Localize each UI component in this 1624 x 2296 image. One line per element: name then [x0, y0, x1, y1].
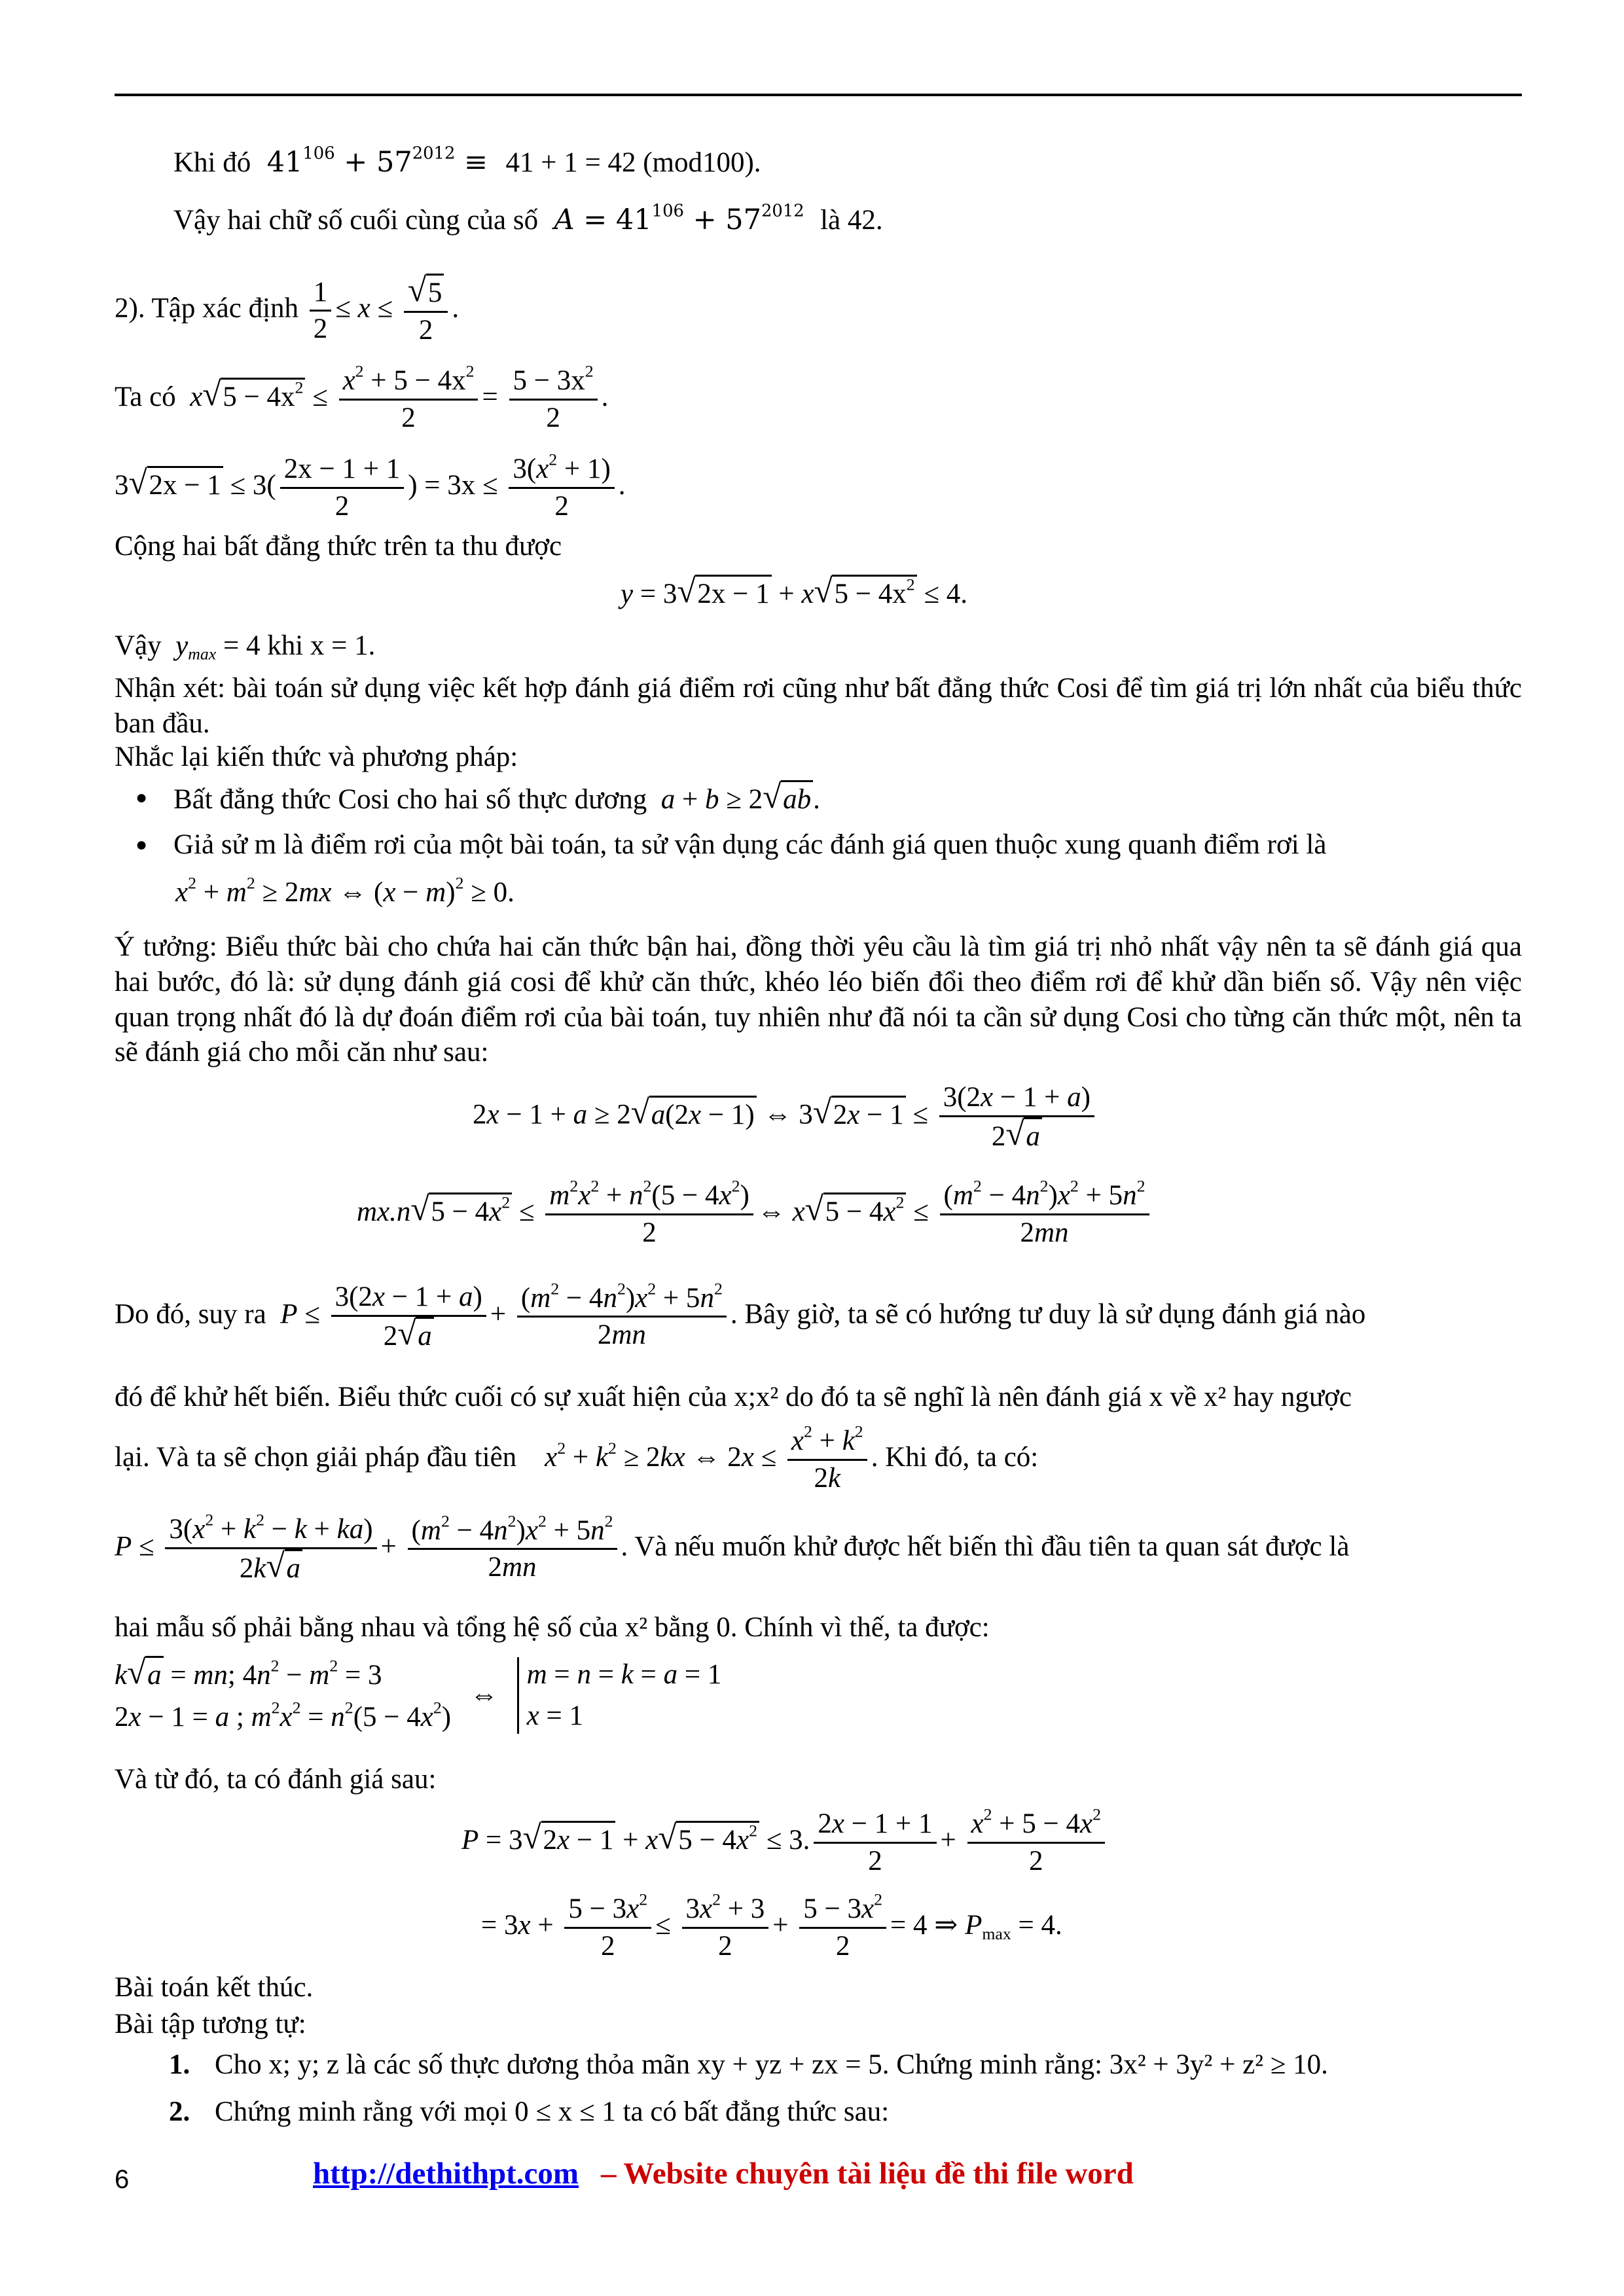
- line-lai: lại. Và ta sẽ chọn giải pháp đầu tiên $x^2 + k^2 \ge 2kx$ ⇔ 2x ≤ $\frac{x^2 + k^2}{2k}$ . Khi đó, ta có:: [115, 1422, 1039, 1494]
- text-de-khu: đó để khử hết biến. Biểu thức cuối có sự xuất hiện của x;x² do đó ta sẽ nghĩ là nên đánh giá x về x² hay ngược: [115, 1382, 1352, 1412]
- text-bullet1: Bất đẳng thức Cosi cho hai số thực dương: [173, 784, 647, 815]
- line-vay-ymax: Vậy $y_{max} = 4$ khi x = 1.: [115, 630, 376, 664]
- text-khi-do-ta-co: . Khi đó, ta có:: [871, 1442, 1039, 1473]
- text-cong: Cộng hai bất đẳng thức trên ta thu được: [115, 531, 562, 562]
- exercise-2-label: 2.: [169, 2096, 190, 2127]
- bullet-diem-roi-formula: $x^2 + m^2 \ge 2mx$ ⇔ $(x - m)^2 \ge 0$.: [175, 873, 514, 908]
- exercise-1-label: 1.: [169, 2049, 190, 2080]
- footer-link[interactable]: http://dethithpt.com: [313, 2157, 579, 2191]
- text-lai: lại. Và ta sẽ chọn giải pháp đầu tiên: [115, 1442, 517, 1473]
- text-do-do: Do đó, suy ra: [115, 1299, 266, 1330]
- line-bai-tap: [115, 2007, 306, 2042]
- text-exercise-1: Cho x; y; z là các số thực dương thỏa mãn xy + yz + zx = 5. Chứng minh rằng: 3x² + 3y² + z² ≥ 10.: [215, 2049, 1328, 2080]
- text-vay-hai: Vậy hai chữ số cuối cùng của số: [173, 205, 539, 236]
- line-de-khu: [115, 1380, 1522, 1415]
- bullet-dot: ●: [135, 787, 148, 808]
- line-nhac-lai: [115, 740, 518, 775]
- line-ta-co: Ta có x√ $5 - 4x^2$ ≤ $\frac{x^2 + 5 - 4x^2}{2}$ = $\frac{5 - 3x^2}{2}$ .: [115, 363, 608, 436]
- text-la-42: là 42.: [820, 205, 883, 236]
- line-p-bound: P ≤ $\frac{3(x^2 + k^2 - k + ka)}{2k√ a}$ + $\frac{(m^2 - 4n^2)x^2 + 5n^2}{2mn}$ . Và nếu muốn khử được hết biến thì đầu tiên ta quan sát được là: [115, 1512, 1349, 1587]
- text-exercise-2: Chứng minh rằng với mọi 0 ≤ x ≤ 1 ta có bất đẳng thức sau:: [215, 2096, 890, 2127]
- text-bay-gio: . Bây giờ, ta sẽ có hướng tư duy là sử dụng đánh giá nào: [730, 1299, 1366, 1330]
- text-mod: 41 + 1 = 42 (mod100).: [505, 147, 761, 178]
- text-khi-do: Khi đó: [173, 147, 251, 178]
- text-vay: Vậy: [115, 630, 162, 661]
- text-bai-tap: Bài tập tương tự:: [115, 2009, 306, 2039]
- bullet-diem-roi: [173, 827, 1522, 863]
- line-cong: [115, 529, 562, 564]
- line-hai-mau: [115, 1610, 1522, 1645]
- text-khi-x1: khi x = 1.: [267, 630, 376, 661]
- exercise-1: [215, 2047, 1328, 2083]
- bullet-cosi: Bất đẳng thức Cosi cho hai số thực dương a + b ≥ 2√ ab.: [173, 780, 820, 817]
- header-rule: [115, 94, 1522, 96]
- footer-tagline: – Website chuyên tài liệu đề thi file word: [601, 2157, 1134, 2191]
- system-equations: k√ a = mn; $4n^2 - m^2 = 3$ 2x − 1 = a ; $m^2x^2 = n^2(5 - 4x^2)$ ⇔ m = n = k = a = 1 x = 1: [115, 1656, 721, 1735]
- formula-final-2: = 3x + $\frac{5 - 3x^2}{2}$ ≤ $\frac{3x^2 + 3}{2}$ + $\frac{5 - 3x^2}{2}$ = 4 ⇒ $P_{max} = 4$.: [481, 1890, 1062, 1962]
- line-3-sqrt: 3√ 2x − 1 ≤ 3( $\frac{2x - 1 + 1}{2}$ ) = 3x ≤ $\frac{3(x^2 + 1)}{2}$ .: [115, 452, 626, 524]
- line-tap-xac-dinh: 2). Tập xác định $\frac{1}{2}$ ≤ x ≤ √ $\frac{5}{2}$ .: [115, 274, 459, 348]
- formula-final-1: P = 3√ 2x − 1 + x√ $5 - 4x^2 \le 3$. $\frac{2x - 1 + 1}{2}$ + $\frac{x^2 + 5 - 4x^2}{2}$: [461, 1806, 1109, 1879]
- text-tap-xac-dinh: 2). Tập xác định: [115, 293, 299, 324]
- para-nhan-xet: [115, 671, 1522, 742]
- text-va-neu: . Và nếu muốn khử được hết biến thì đầu tiên ta quan sát được là: [621, 1531, 1350, 1562]
- formula-cosi-1: 2x − 1 + a ≥ 2√ a(2x − 1) ⇔ 3√ 2x − 1 ≤ $\frac{3(2x - 1 + a)}{2√ a}$: [473, 1080, 1098, 1155]
- exercise-2: [215, 2094, 889, 2130]
- page-number: 6: [115, 2165, 130, 2194]
- text-y-tuong: Ý tưởng: Biểu thức bài cho chứa hai căn thức bận hai, đồng thời yêu cầu là tìm giá trị nhỏ nhất vậy nên ta sẽ đánh giá qua hai bước, đó là: sử dụng đánh giá cosi để khử căn thức, khéo léo biến đổi theo điểm rơi để khử dần biến số. Vậy nên việc quan trọng nhất đó là dự đoán điểm rơi của bài toán, tuy nhiên như đã nói ta cần sử dụng Cosi cho từng căn thức một, nên ta sẽ đánh giá cho mỗi căn như sau:: [115, 931, 1522, 1068]
- text-ket-thuc: Bài toán kết thúc.: [115, 1972, 314, 2003]
- text-nhac-lai: Nhắc lại kiến thức và phương pháp:: [115, 742, 518, 772]
- text-bullet2: Giả sử m là điểm rơi của một bài toán, ta sử vận dụng các đánh giá quen thuộc xung quanh điểm rơi là: [173, 829, 1327, 860]
- line-y-bound: y = 3√ 2x − 1 + x√ $5 - 4x^2 \le 4$.: [621, 575, 967, 612]
- line-ket-thuc: [115, 1970, 313, 2005]
- text-va-tu-do: Và từ đó, ta có đánh giá sau:: [115, 1764, 437, 1795]
- line-va-tu-do: [115, 1762, 436, 1797]
- text-ta-co: Ta có: [115, 382, 176, 413]
- para-y-tuong: [115, 929, 1522, 1070]
- line-khi-do: Khi đó $41^{106} + 57^{2012} \equiv 41 + 1 = 42$ (mod100).: [173, 143, 761, 179]
- line-vay-hai-chu-so: Vậy hai chữ số cuối cùng của số $A = 41^{106} + 57^{2012}$ là 42.: [173, 201, 883, 236]
- line-do-do: Do đó, suy ra P ≤ $\frac{3(2x - 1 + a)}{2√ a}$ + $\frac{(m^2 - 4n^2)x^2 + 5n^2}{2mn}$ . Bây giờ, ta sẽ có hướng tư duy là sử dụng đánh giá nào: [115, 1280, 1365, 1354]
- formula-cosi-2: mx.n√ $5 - 4x^2$ ≤ $\frac{m^2x^2 + n^2(5 - 4x^2)}{2}$ ⇔ x√ $5 - 4x^2$ ≤ $\frac{(m^2 - 4n^2)x^2 + 5n^2}{2mn}$: [357, 1178, 1153, 1251]
- text-nhan-xet: Nhận xét: bài toán sử dụng việc kết hợp đánh giá điểm rơi cũng như bất đẳng thức Cosi để tìm giá trị lớn nhất của biểu thức ban đầu.: [115, 673, 1522, 739]
- text-hai-mau: hai mẫu số phải bằng nhau và tổng hệ số của x² bằng 0. Chính vì thế, ta được:: [115, 1612, 990, 1643]
- bullet-dot: ●: [135, 834, 148, 855]
